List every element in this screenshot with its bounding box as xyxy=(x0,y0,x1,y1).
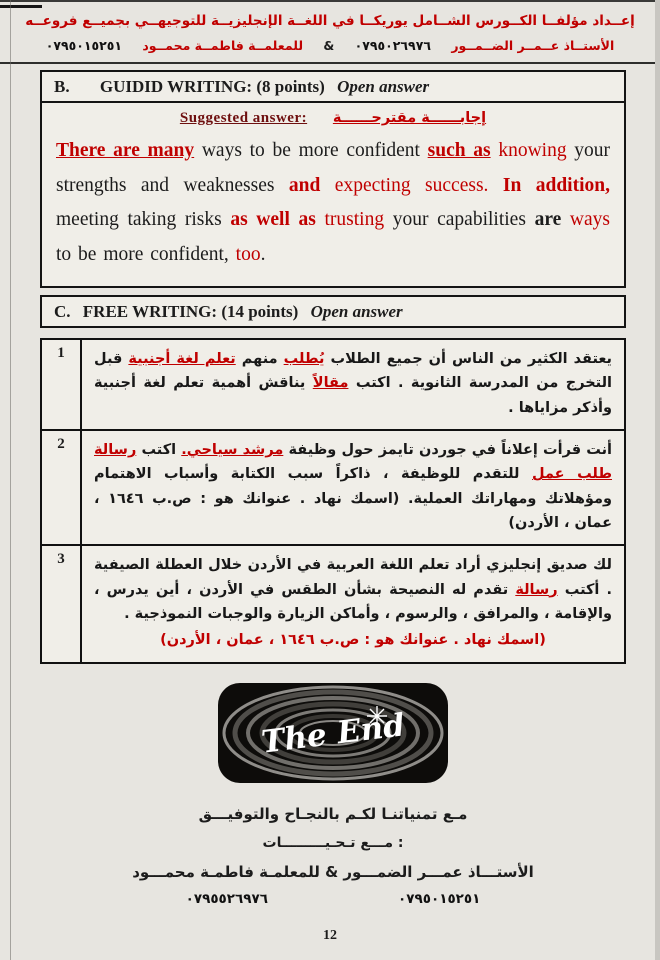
questions-table xyxy=(40,338,626,664)
header-teacher2-phone: ٠٧٩٥٠١٥٢٥١ xyxy=(45,38,123,53)
page-content xyxy=(40,70,626,907)
footer-regards-line: مـــع تـحـيـــــــــات : xyxy=(262,834,404,851)
question-3-text xyxy=(82,546,624,661)
footer-wishes-line: مـع تمنياتنـا لكـم بالنجـاح والتوفيـــق xyxy=(198,804,468,823)
section-b-header xyxy=(40,70,626,103)
question-3-address-note: (اسمك نهاد . عنوانك هو : ص.ب ١٦٤٦ ، عمان ، الأردن) xyxy=(160,632,546,649)
model-answer-paragraph: There are many ways to be more confident such as knowing your strengths and weaknesses and expecting success. In addition, meeting taking risks as well as trusting your capabilities are ways to be more confident, too. xyxy=(56,140,611,266)
header-teacher1-name: الأستــاذ عــمــر الضــمــور xyxy=(451,38,615,53)
page-number: 12 xyxy=(323,928,337,943)
section-b-letter: B. xyxy=(54,77,70,96)
scan-edge-right xyxy=(655,0,660,960)
question-row-3 xyxy=(42,546,624,661)
question-3-number: 3 xyxy=(42,546,82,661)
section-c-header xyxy=(40,295,626,328)
question-row-1 xyxy=(42,340,624,431)
question-1-number: 1 xyxy=(42,340,82,429)
document-header xyxy=(0,0,660,53)
section-c-open-answer: Open answer xyxy=(310,301,403,321)
suggested-answer-label: Suggested answer: xyxy=(179,110,308,126)
scan-edge-top xyxy=(0,0,660,2)
the-end-logo-graphic xyxy=(217,682,449,784)
section-c-title: FREE WRITING: (14 points) xyxy=(82,301,299,321)
header-ampersand: & xyxy=(323,38,335,53)
footer-phone-left: ٠٧٩٥٥٢٦٩٧٦ xyxy=(185,890,268,907)
footer xyxy=(40,805,626,907)
question-3-body: لك صديق إنجليزي أراد تعلم اللغة العربية في الأردن خلال العطلة الصيفية . أكتب رسالة تقدم له النصيحة بشأن الطقس في الأردن ، أين يدرس ، والإقامة ، والمرافق ، والرسوم ، وأماكن الزيارة والوجبات النموذجية . xyxy=(94,557,612,623)
section-c-letter: C. xyxy=(54,301,71,321)
footer-authors-line: الأستـــاذ عمـــر الضمـــور & للمعلمـة فاطمـة محمـــود xyxy=(132,862,534,881)
suggested-answer-arabic: إجابــــــة مقترحــــــة xyxy=(332,110,487,126)
scan-mark-top-left xyxy=(0,5,42,8)
section-b-open-answer: Open answer xyxy=(337,77,430,96)
section-b-title: GUIDID WRITING: (8 points) xyxy=(99,77,325,96)
the-end-text: The End xyxy=(259,707,407,761)
header-authors-line xyxy=(0,38,660,53)
question-1-text: يعتقد الكثير من الناس أن جميع الطلاب يُطلب منهم تعلم لغة أجنبية قبل التخرج من المدرسة الثانوية . اكتب مقالاً يناقش أهمية تعلم لغة أجنبية وأذكر مزاياها . xyxy=(94,350,613,416)
section-b-answer-box xyxy=(40,103,626,288)
header-teacher2-name: للمعلمــة فاطمــة محمــود xyxy=(142,38,304,53)
header-course-title: إعــداد مؤلفــا الكــورس الشــامل يوريكــا في اللغــة الإنجليزيــة للتوجيهــي بجميــع فروعــه xyxy=(25,13,635,29)
header-divider-line xyxy=(0,62,660,64)
question-row-2 xyxy=(42,431,624,546)
scan-edge-left xyxy=(10,0,11,960)
footer-phone-right: ٠٧٩٥٠١٥٢٥١ xyxy=(398,890,481,907)
the-end-logo xyxy=(40,682,626,789)
question-2-text: أنت قرأت إعلاناً في جوردن تايمز حول وظيفة مرشد سياحي. اكتب رسالة طلب عمل للتقدم للوظيفة ، ذاكراً سبب الكتابة وأسباب الاهتمام ومؤهلاتك ومهاراتك العملية. (اسمك نهاد . عنوانك هو : ص.ب ١٦٤٦ ، عمان ، الأردن) xyxy=(94,441,613,531)
footer-phones-line xyxy=(40,891,626,907)
suggested-answer-line xyxy=(56,110,610,127)
question-2-number: 2 xyxy=(42,431,82,544)
header-teacher1-phone: ٠٧٩٥٠٢٦٩٧٦ xyxy=(354,38,431,53)
